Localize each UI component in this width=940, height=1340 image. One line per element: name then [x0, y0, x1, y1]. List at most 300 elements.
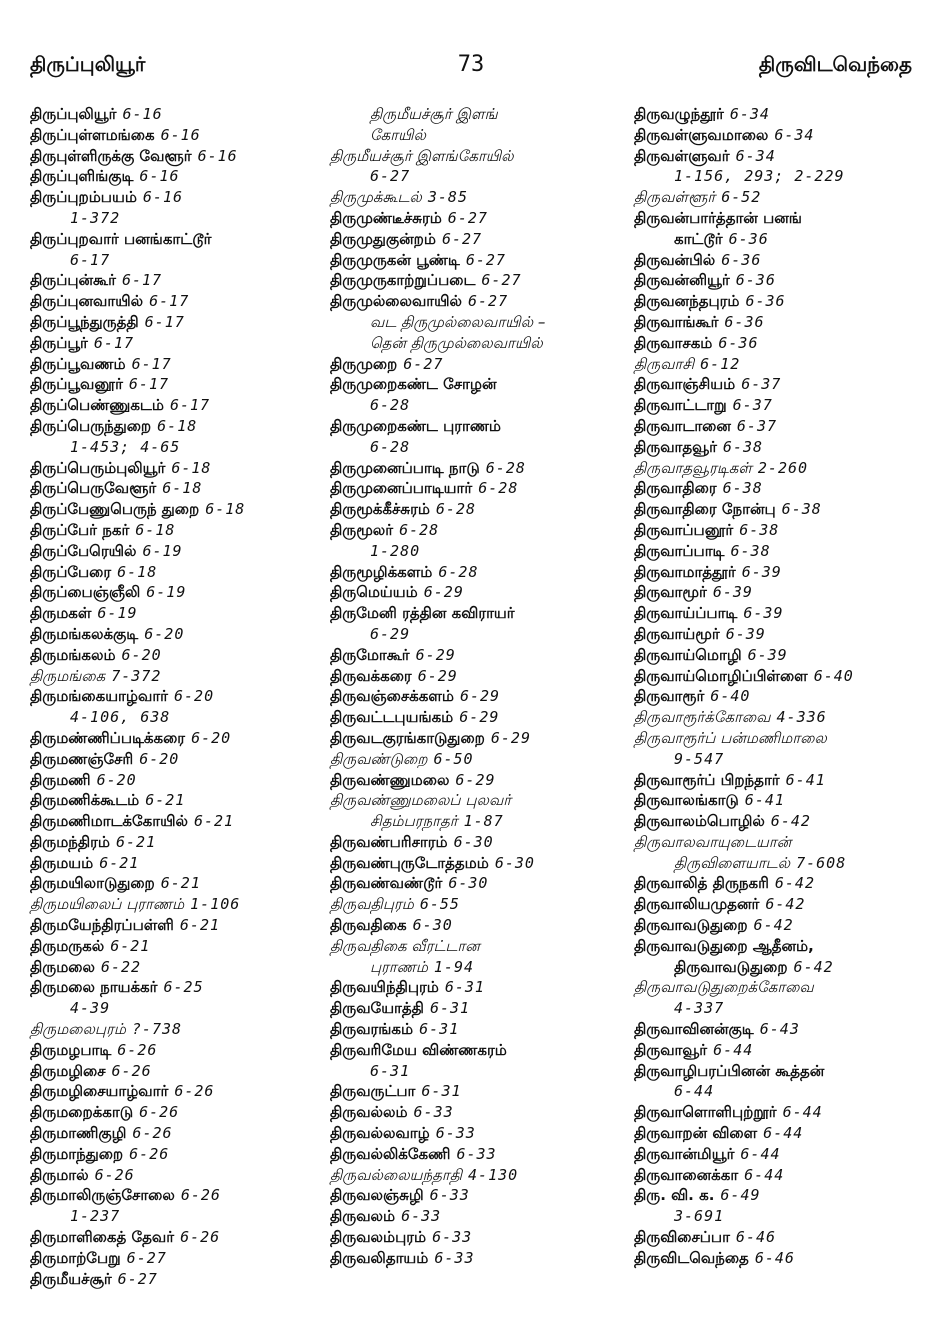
- index-entry: [330, 645, 625, 666]
- index-term: திருப்பூவனூர்: [30, 375, 123, 394]
- index-entry: [330, 624, 625, 645]
- index-entry: [30, 250, 320, 271]
- page-reference: 6-39: [725, 624, 766, 643]
- index-term: காட்டூர்: [674, 229, 723, 248]
- page-reference: 6-16: [122, 105, 163, 123]
- index-term: திருவல்லிக்கேணி: [330, 1144, 451, 1163]
- index-term: திருப்பூவணம்: [30, 354, 126, 373]
- index-entry: [634, 395, 924, 416]
- index-entry: [30, 270, 320, 291]
- index-term: திருவிசைப்பா: [634, 1228, 730, 1247]
- index-entry: [634, 229, 924, 250]
- index-term: திருவாவடுதுறை: [634, 916, 748, 935]
- index-term: திருவான்மியூர்: [634, 1144, 735, 1163]
- page-reference: ?-738: [131, 1020, 183, 1039]
- index-entry: [30, 1102, 320, 1123]
- index-term: திருப்புறம்பயம்: [30, 188, 137, 207]
- page-reference: 6-21: [179, 916, 221, 935]
- index-entry: [30, 811, 320, 832]
- index-term: திருவள்ளுவர்: [634, 146, 730, 165]
- page-reference: 1-94: [433, 957, 475, 976]
- header-left-guide-word: திருப்புலியூர்: [30, 52, 146, 76]
- index-entry: [634, 624, 924, 645]
- page-reference: 6-39: [712, 583, 753, 602]
- index-entry: [30, 582, 320, 603]
- index-entry: [30, 499, 320, 520]
- index-term: திருமலைபுரம்: [30, 1020, 126, 1039]
- index-term: திருவள்ளூர்: [634, 188, 716, 207]
- index-entry: [30, 686, 320, 707]
- index-term: திருவாவினன்குடி: [634, 1020, 754, 1039]
- page-reference: 6-36: [721, 250, 762, 269]
- page-reference: 6-44: [740, 1144, 781, 1163]
- index-entry: [30, 1081, 320, 1102]
- page-reference: 6-27: [403, 354, 444, 373]
- index-entry: [330, 707, 625, 728]
- index-term: சிதம்பரநாதர்: [370, 812, 458, 831]
- index-entry: [330, 250, 625, 271]
- page-reference: 6-27: [467, 292, 509, 311]
- index-entry: [330, 270, 625, 291]
- page-reference: 6-31: [444, 978, 485, 997]
- index-entry: [30, 1040, 320, 1061]
- page-reference: 4-39: [70, 999, 111, 1018]
- index-entry: [30, 998, 320, 1019]
- page-reference: 6-37: [736, 416, 778, 435]
- index-term: திருவன்பில்: [634, 250, 716, 269]
- index-entry: [634, 1061, 924, 1082]
- index-term: திருப்பேணுபெருந் துறை: [30, 500, 200, 519]
- page-reference: 6-29: [415, 645, 456, 664]
- page-reference: 6-18: [157, 416, 198, 435]
- index-entry: [30, 770, 320, 791]
- page-reference: 6-36: [724, 312, 765, 331]
- index-entry: [330, 873, 625, 894]
- page-reference: 6-31: [370, 1061, 411, 1080]
- index-term: தென் திருமுல்லைவாயில்: [370, 333, 543, 352]
- index-entry: [634, 250, 924, 271]
- index-term: திருவாரூர்க்கோவை: [634, 708, 771, 727]
- index-entry: [634, 541, 924, 562]
- page-reference: 6-44: [744, 1165, 785, 1184]
- index-term: திருவஞ்சைக்களம்: [330, 687, 454, 706]
- index-entry: [330, 146, 625, 167]
- page-reference: 6-34: [774, 125, 815, 144]
- index-entry: [30, 1206, 320, 1227]
- index-term: திருவழுந்தூர்: [634, 105, 724, 123]
- index-entry: [330, 1081, 625, 1102]
- page-reference: 1-372: [70, 208, 121, 227]
- page-reference: 3-691: [674, 1207, 725, 1226]
- index-entry: [30, 416, 320, 437]
- index-entry: [330, 1040, 625, 1061]
- index-term: திருவாசி: [634, 354, 695, 373]
- index-term: திருவல்லவாழ்: [330, 1124, 430, 1143]
- index-term: திருவாளொளிபுற்றூர்: [634, 1103, 777, 1122]
- index-entry: [30, 562, 320, 583]
- page-reference: 6-33: [432, 1228, 473, 1247]
- index-term: திருவலஞ்சுழி: [330, 1186, 424, 1205]
- page-reference: 6-29: [455, 770, 496, 789]
- index-term: திருப்புள்ளமங்கை: [30, 125, 155, 144]
- page-reference: 6-29: [490, 728, 531, 747]
- index-entry: [30, 208, 320, 229]
- index-term: திருமருகல்: [30, 936, 105, 955]
- index-entry: [30, 166, 320, 187]
- index-entry: [330, 416, 625, 437]
- index-term: திருவருட்பா: [330, 1082, 416, 1101]
- index-term: திருப்புளிங்குடி: [30, 167, 134, 186]
- index-term: திருமண்ணிப்படிக்கரை: [30, 728, 186, 747]
- page-reference: 6-42: [770, 812, 811, 831]
- page-reference: 6-36: [745, 292, 786, 311]
- index-entry: [330, 333, 625, 354]
- index-term: திருமறைக்காடு: [30, 1103, 134, 1122]
- index-term: திருமுக்கூடல்: [330, 188, 422, 207]
- index-term: திருவண்புருடோத்தமம்: [330, 853, 489, 872]
- index-term: திருமுதுகுன்றம்: [330, 229, 436, 248]
- index-entry: [30, 146, 320, 167]
- page-reference: 6-33: [434, 1248, 475, 1267]
- index-term: திரு. வி. க.: [634, 1186, 715, 1205]
- index-term: திருமுருகன் பூண்டி: [330, 250, 460, 269]
- index-entry: [330, 686, 625, 707]
- index-term: திருவாரூர்: [634, 687, 705, 706]
- index-term: திருமணி: [30, 770, 91, 789]
- index-term: திருவண்ணுமலைப் புலவர்: [330, 791, 512, 810]
- page-reference: 6-36: [718, 333, 759, 352]
- index-term: திருவாழிபரப்பினன் கூத்தன்: [634, 1061, 825, 1080]
- page-reference: 6-43: [759, 1020, 800, 1039]
- page-reference: 6-16: [142, 188, 184, 207]
- index-term: திருமணிக்கூடம்: [30, 791, 140, 810]
- index-term: திருமங்கலம்: [30, 645, 116, 664]
- index-entry: [634, 832, 924, 853]
- page-number: 73: [457, 52, 485, 77]
- index-entry: [330, 166, 625, 187]
- index-term: திருவன்பார்த்தான் பனங்: [634, 208, 802, 227]
- page-reference: 2-260: [757, 458, 809, 477]
- page-reference: 6-26: [132, 1124, 173, 1143]
- index-entry: [634, 873, 924, 894]
- index-entry: [330, 915, 625, 936]
- page-reference: 6-50: [433, 749, 474, 768]
- page-reference: 6-28: [399, 520, 440, 539]
- page-reference: 6-21: [145, 791, 186, 810]
- index-entry: [634, 270, 924, 291]
- page-reference: 6-26: [180, 1186, 221, 1205]
- page-reference: 6-38: [739, 520, 780, 539]
- index-entry: [634, 666, 924, 687]
- index-term: திருவாதவூரடிகள்: [634, 458, 752, 477]
- index-term: திருமயிலைப் புராணம்: [30, 895, 185, 914]
- page-reference: 6-18: [162, 479, 203, 498]
- index-entry: [330, 1102, 625, 1123]
- page-reference: 6-27: [447, 208, 488, 227]
- index-term: திருமூழிக்களம்: [330, 562, 433, 581]
- index-entry: [30, 478, 320, 499]
- index-entry: [330, 998, 625, 1019]
- page-reference: 6-27: [370, 167, 411, 186]
- page-reference: 6-46: [754, 1248, 795, 1267]
- index-term: திருவாலம்பொழில்: [634, 812, 765, 831]
- page-reference: 7-372: [111, 666, 162, 685]
- index-entry: [634, 894, 924, 915]
- page-reference: 6-26: [139, 1103, 180, 1122]
- index-entry: [330, 1248, 625, 1269]
- index-term: திருவாதவூர்: [634, 437, 717, 456]
- index-entry: [30, 312, 320, 333]
- index-term: திருவாலியமுதனர்: [634, 895, 760, 914]
- index-entry: [30, 104, 320, 125]
- index-entry: [30, 291, 320, 312]
- index-entry: [330, 1144, 625, 1165]
- page-reference: 6-21: [193, 812, 235, 831]
- index-term: திருமுறைகண்ட புராணம்: [330, 416, 501, 435]
- index-entry: [330, 354, 625, 375]
- index-entry: [330, 478, 625, 499]
- index-entry: [30, 790, 320, 811]
- index-entry: [330, 894, 625, 915]
- index-term: வட திருமுல்லைவாயில் –: [370, 312, 546, 331]
- page-reference: 6-37: [732, 396, 773, 415]
- index-entry: [634, 603, 924, 624]
- index-entry: [330, 853, 625, 874]
- page-reference: 1-280: [370, 541, 421, 560]
- index-term: திருமாலிருஞ்சோலை: [30, 1186, 175, 1205]
- page-reference: 6-42: [753, 916, 794, 935]
- index-entry: [330, 208, 625, 229]
- page-reference: 6-30: [448, 874, 489, 893]
- index-term: திருவல்லையந்தாதி: [330, 1165, 463, 1184]
- page-reference: 1-87: [463, 812, 504, 831]
- index-column-2: [330, 104, 625, 1269]
- header-right-guide-word: திருவிடவெந்தை: [758, 52, 912, 76]
- page-reference: 6-30: [412, 916, 453, 935]
- page-reference: 6-17: [93, 333, 135, 352]
- index-entry: [330, 458, 625, 479]
- page-reference: 6-19: [142, 541, 183, 560]
- index-term: திருமந்திரம்: [30, 832, 110, 851]
- index-term: திருவாய்மொழி: [634, 645, 742, 664]
- index-term: திருமால்: [30, 1165, 89, 1184]
- index-entry: [330, 728, 625, 749]
- index-term: திருமணஞ்சேரி: [30, 749, 134, 768]
- index-entry: [634, 312, 924, 333]
- index-entry: [330, 1227, 625, 1248]
- index-term: திருப்பெரும்புலியூர்: [30, 458, 166, 477]
- index-entry: [634, 749, 924, 770]
- index-term: திருமூக்கீச்சுரம்: [330, 500, 430, 519]
- index-term: திருவாரூர்ப் பன்மணிமாலை: [634, 728, 827, 747]
- index-term: திருவலம்: [330, 1207, 396, 1226]
- page-reference: 6-33: [435, 1124, 476, 1143]
- index-term: திருமுண்டீச்சுரம்: [330, 208, 442, 227]
- index-term: திருமீயச்சூர் இளங்: [370, 105, 498, 123]
- page-reference: 6-36: [728, 229, 769, 248]
- page-reference: 1-156, 293; 2-229: [674, 167, 845, 186]
- index-entry: [30, 957, 320, 978]
- index-entry: [330, 749, 625, 770]
- index-term: திருமாணிகுழி: [30, 1124, 127, 1143]
- index-entry: [634, 582, 924, 603]
- index-entry: [634, 1165, 924, 1186]
- index-term: திருமங்கையாழ்வார்: [30, 687, 168, 706]
- index-term: திருமுறைகண்ட சோழன்: [330, 375, 497, 394]
- index-entry: [634, 1123, 924, 1144]
- page-reference: 6-20: [174, 687, 215, 706]
- index-term: திருவாப்பனூர்: [634, 520, 734, 539]
- page-reference: 6-30: [494, 853, 535, 872]
- index-entry: [30, 1123, 320, 1144]
- index-entry: [30, 707, 320, 728]
- index-entry: [634, 1227, 924, 1248]
- page-reference: 6-29: [459, 708, 500, 727]
- index-term: திருவாவடுதுறை: [674, 957, 788, 976]
- index-term: திருவாடானை: [634, 416, 731, 435]
- page-reference: 6-21: [99, 853, 140, 872]
- page-reference: 6-17: [169, 396, 211, 415]
- page-reference: 6-28: [370, 396, 411, 415]
- page-reference: 6-21: [160, 874, 201, 893]
- page-reference: 1-237: [70, 1207, 121, 1226]
- index-entry: [330, 499, 625, 520]
- page-reference: 6-18: [205, 500, 246, 519]
- index-term: திருவாஞ்சியம்: [634, 375, 736, 394]
- page-reference: 6-17: [131, 354, 172, 373]
- page-reference: 6-17: [121, 271, 163, 290]
- index-term: திருவனந்தபுரம்: [634, 292, 740, 311]
- page-reference: 6-26: [94, 1165, 135, 1184]
- index-entry: [634, 437, 924, 458]
- page-reference: 6-29: [417, 666, 458, 685]
- page-reference: 6-17: [144, 312, 185, 331]
- page-reference: 6-20: [144, 624, 185, 643]
- index-term: திருப்பேரெயில்: [30, 541, 137, 560]
- index-entry: [330, 437, 625, 458]
- index-entry: [330, 1061, 625, 1082]
- index-entry: [634, 208, 924, 229]
- index-term: திருவக்கரை: [330, 666, 412, 685]
- index-entry: [330, 562, 625, 583]
- index-entry: [30, 437, 320, 458]
- page-reference: 6-38: [722, 437, 764, 456]
- index-term: திருவட்டபுயங்கம்: [330, 708, 454, 727]
- index-entry: [634, 146, 924, 167]
- index-entry: [330, 936, 625, 957]
- index-entry: [30, 666, 320, 687]
- page-reference: 6-17: [128, 375, 170, 394]
- page-reference: 6-28: [485, 458, 526, 477]
- index-entry: [330, 541, 625, 562]
- page-reference: 6-40: [710, 687, 751, 706]
- index-term: திருவிடவெந்தை: [634, 1248, 749, 1267]
- page-header: [30, 52, 912, 86]
- index-entry: [30, 873, 320, 894]
- index-term: திருவடகுரங்காடுதுறை: [330, 728, 485, 747]
- index-term: திருவதிகை வீரட்டான: [330, 936, 480, 955]
- index-term: திருப்பூர்: [30, 333, 88, 352]
- index-term: திருமுருகாற்றுப்படை: [330, 271, 476, 290]
- index-entry: [330, 1206, 625, 1227]
- index-term: திருவாய்மொழிப்பிள்ளை: [634, 666, 808, 685]
- page-reference: 6-22: [100, 957, 142, 976]
- index-entry: [30, 520, 320, 541]
- index-entry: [634, 458, 924, 479]
- page-reference: 6-55: [419, 895, 460, 914]
- page-reference: 6-17: [149, 292, 190, 311]
- page-reference: 6-42: [793, 957, 834, 976]
- index-entry: [30, 1144, 320, 1165]
- index-term: திருமாற்பேறு: [30, 1248, 121, 1267]
- index-entry: [634, 1248, 924, 1269]
- index-entry: [634, 1185, 924, 1206]
- index-entry: [330, 395, 625, 416]
- index-entry: [30, 1061, 320, 1082]
- page-reference: 6-41: [785, 770, 826, 789]
- index-term: திருவாலித் திருநகரி: [634, 874, 769, 893]
- page-reference: 6-21: [110, 936, 151, 955]
- page-reference: 6-26: [174, 1082, 215, 1101]
- index-term: திருவரங்கம்: [330, 1020, 414, 1039]
- index-entry: [634, 957, 924, 978]
- index-term: திருவாவூர்: [634, 1040, 708, 1059]
- page-reference: 6-44: [763, 1124, 804, 1143]
- page-reference: 6-46: [735, 1228, 777, 1247]
- index-entry: [634, 998, 924, 1019]
- index-entry: [634, 811, 924, 832]
- index-entry: [330, 603, 625, 624]
- index-term: திருவலிதாயம்: [330, 1248, 429, 1267]
- index-entry: [330, 790, 625, 811]
- index-entry: [30, 977, 320, 998]
- index-entry: [30, 936, 320, 957]
- page-reference: 6-17: [70, 250, 111, 269]
- page-reference: 6-26: [111, 1061, 152, 1080]
- index-entry: [634, 645, 924, 666]
- page-reference: 1-453; 4-65: [70, 437, 181, 456]
- index-entry: [30, 395, 320, 416]
- page-reference: 6-16: [197, 146, 238, 165]
- index-term: திருவாலவாயுடையான்: [634, 832, 792, 851]
- index-term: திருவதிபுரம்: [330, 895, 414, 914]
- page-reference: 6-29: [423, 583, 464, 602]
- index-term: திருவிளையாடல்: [674, 853, 791, 872]
- page-reference: 6-44: [782, 1103, 823, 1122]
- page-reference: 4-337: [674, 999, 725, 1018]
- index-term: திருவலம்புரம்: [330, 1228, 427, 1247]
- index-term: திருமழிசை: [30, 1061, 106, 1080]
- index-entry: [30, 749, 320, 770]
- page-reference: 6-52: [721, 188, 762, 207]
- page-reference: 6-28: [435, 500, 477, 519]
- page-reference: 3-85: [427, 188, 468, 207]
- index-entry: [30, 1248, 320, 1269]
- index-entry: [330, 187, 625, 208]
- index-term: திருப்புன்கூர்: [30, 271, 116, 290]
- index-entry: [634, 1102, 924, 1123]
- index-term: திருவண்டுறை: [330, 749, 428, 768]
- index-entry: [30, 728, 320, 749]
- page-reference: 6-20: [139, 749, 180, 768]
- index-entry: [634, 166, 924, 187]
- index-term: திருப்பெருவேளூர்: [30, 479, 157, 498]
- index-term: திருமலை: [30, 957, 95, 976]
- index-term: திருபுள்ளிருக்கு வேளூர்: [30, 146, 192, 165]
- page-reference: 6-44: [713, 1040, 754, 1059]
- index-term: திருவாசகம்: [634, 333, 713, 352]
- index-entry: [330, 666, 625, 687]
